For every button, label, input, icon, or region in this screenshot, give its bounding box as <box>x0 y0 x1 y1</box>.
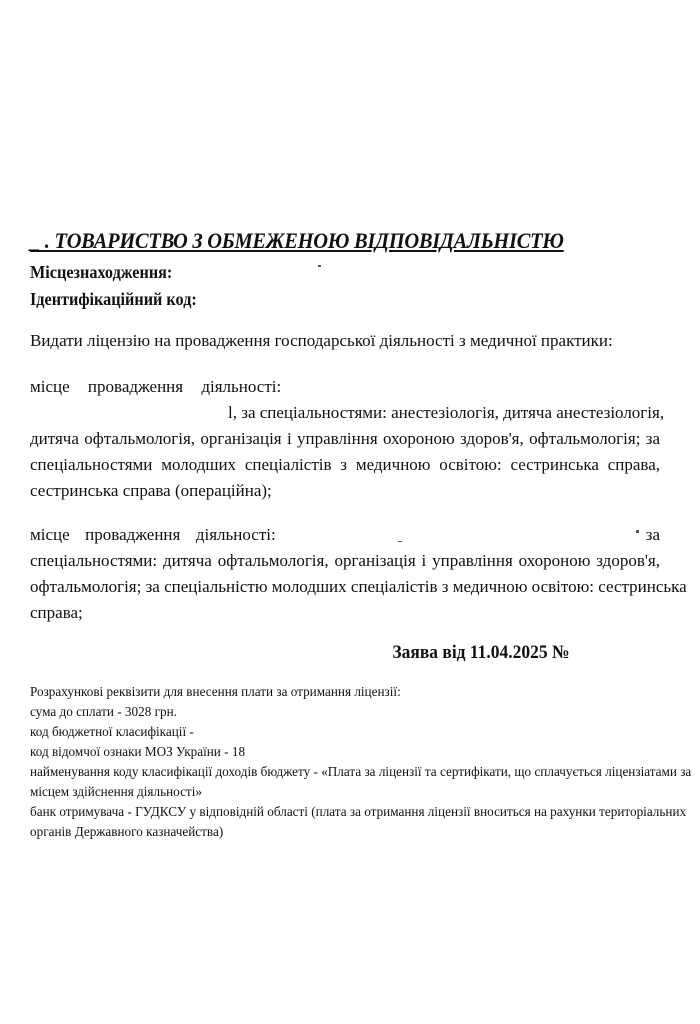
payment-requisites <box>30 682 692 842</box>
requisites-line: місцем здійснення діяльності» <box>30 784 202 799</box>
place1-paragraph <box>30 374 665 504</box>
place1-label: місце провадження діяльності: <box>30 377 282 396</box>
place1-line2: l, за спеціальностями: анестезіологія, дитяча анестезіологія, <box>228 403 665 422</box>
application-reference: Заява від 11.04.2025 № <box>392 642 570 663</box>
scan-mark <box>318 265 321 267</box>
requisites-line: сума до сплати - 3028 грн. <box>30 704 177 719</box>
requisites-line: Розрахункові реквізити для внесення плати за отримання ліцензії: <box>30 684 401 699</box>
place2-line1-end: за <box>645 525 660 544</box>
place2-line2: спеціальностями: дитяча офтальмологія, організація і управління охороною здоров'я, <box>30 551 660 570</box>
place2-line1 <box>30 522 660 548</box>
place2-line4: справа; <box>30 603 83 622</box>
place2-line3: офтальмологія; за спеціальністю молодших спеціалістів з медичною освітою: сестринська <box>30 577 687 596</box>
scan-mark <box>398 541 402 542</box>
id-code-label: Ідентифікаційний код: <box>30 289 197 309</box>
place1-line5: сестринська справа (операційна); <box>30 481 272 500</box>
place2-label: місце провадження діяльності: <box>30 525 276 544</box>
requisites-line: код бюджетної класифікації - <box>30 724 194 739</box>
requisites-line: найменування коду класифікації доходів бюджету - «Плата за ліцензії та сертифікати, що сплачується ліцензіатами за <box>30 764 692 779</box>
requisites-line: банк отримувача - ГУДКСУ у відповідній області (плата за отримання ліцензії вноситься на рахунки територіальних <box>30 804 687 819</box>
place1-line4: спеціальностями молодших спеціалістів з медичною освітою: сестринська справа, <box>30 455 660 474</box>
company-prefix: _ . <box>30 228 50 253</box>
company-title <box>30 228 564 254</box>
place1-line3: дитяча офтальмологія, організація і управління охороною здоров'я, офтальмологія; за <box>30 429 660 448</box>
requisites-line: код відомчої ознаки МОЗ України - 18 <box>30 744 246 759</box>
intro-text: Видати ліцензію на провадження господарської діяльності з медичної практики: <box>30 331 613 350</box>
place2-paragraph <box>30 522 687 626</box>
intro-paragraph <box>30 328 660 354</box>
company-name: ТОВАРИСТВО З ОБМЕЖЕНОЮ ВІДПОВІДАЛЬНІСТЮ <box>54 228 564 253</box>
location-label: Місцезнаходження: <box>30 262 173 282</box>
requisites-line: органів Державного казначейства) <box>30 824 224 839</box>
scan-mark <box>636 530 639 533</box>
